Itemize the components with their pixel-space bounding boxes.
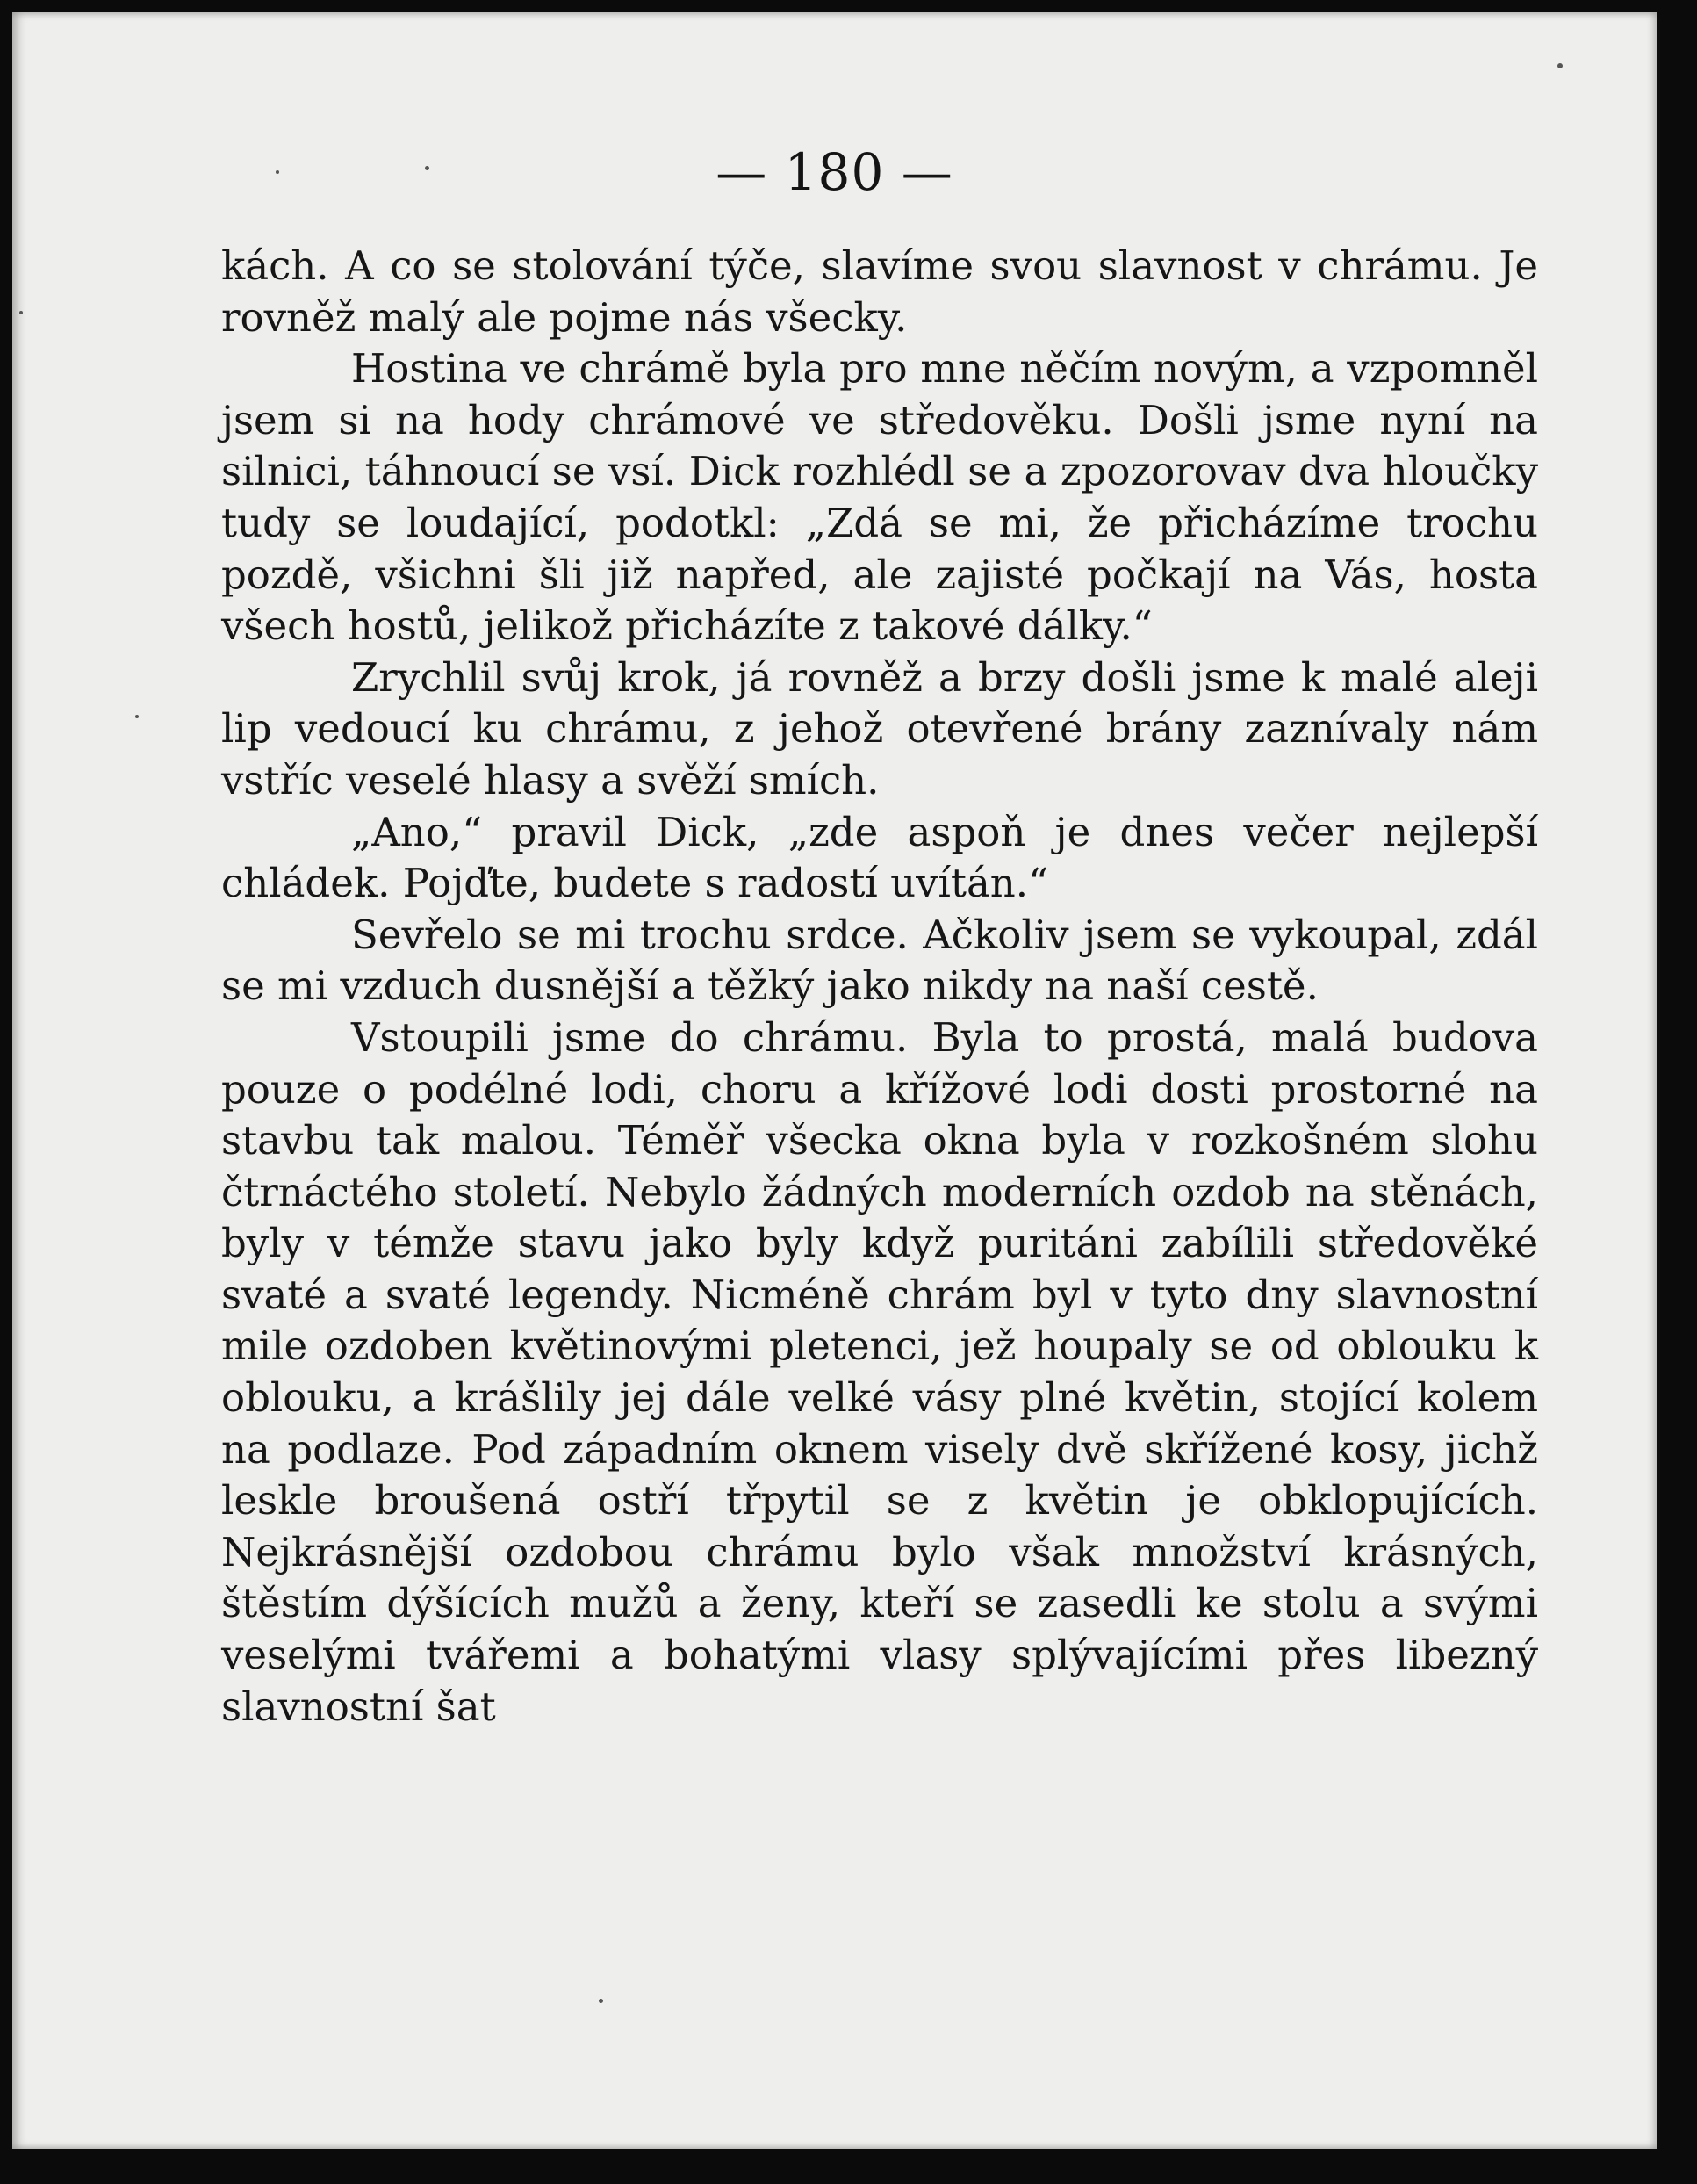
paragraph-3: Zrychlil svůj krok, já rovněž a brzy došli jsme k malé aleji lip vedoucí ku chrámu, z jehož otevřené brány zaznívaly nám vstříc veselé hlasy a svěží smích. — [221, 653, 1538, 804]
paragraph-4: „Ano,“ pravil Dick, „zde aspoň je dnes večer nejlepší chládek. Pojďte, budete s radostí uvítán.“ — [221, 808, 1538, 907]
paragraph-5: Sevřelo se mi trochu srdce. Ačkoliv jsem se vykoupal, zdál se mi vzduch dusnější a těžký jako nikdy na naší cestě. — [221, 911, 1538, 1010]
scan-speck — [425, 166, 429, 170]
page-body-text — [221, 241, 1538, 1733]
scan-speck — [1557, 63, 1563, 68]
scan-speck — [276, 170, 279, 174]
book-page — [12, 12, 1657, 2149]
scan-speck — [599, 1999, 603, 2003]
page-number: — 180 — — [715, 142, 953, 202]
paragraph-1: kách. A co se stolování týče, slavíme svou slavnost v chrámu. Je rovněž malý ale pojme nás všecky. — [221, 242, 1538, 341]
scan-speck — [135, 715, 139, 718]
paragraph-6: Vstoupili jsme do chrámu. Byla to prostá, malá budova pouze o podélné lodi, choru a křížové lodi dosti prostorné na stavbu tak malou. Téměř všecka okna byla v rozkošném slohu čtrnáctého století. Nebylo žádných moderních ozdob na stěnách, byly v témže stavu jako byly když puritáni zabílili středověké svaté a svaté legendy. Nicméně chrám byl v tyto dny slavnostní mile ozdoben květinovými pletenci, jež houpaly se od oblouku k oblouku, a krášlily jej dále velké vásy plné květin, stojící kolem na podlaze. Pod západním oknem visely dvě skřížené kosy, jichž leskle broušená ostří třpytil se z květin je obklopujících. Nejkrásnější ozdobou chrámu bylo však množství krásných, štěstím dýšících mužů a ženy, kteří se zasedli ke stolu a svými veselými tvářemi a bohatými vlasy splývajícími přes libezný slavnostní šat — [221, 1013, 1538, 1730]
paragraph-2: Hostina ve chrámě byla pro mne něčím novým, a vzpomněl jsem si na hody chrámové ve středověku. Došli jsme nyní na silnici, táhnoucí se vsí. Dick rozhlédl se a zpozorovav dva hloučky tudy se loudající, podotkl: „Zdá se mi, že přicházíme trochu pozdě, všichni šli již napřed, ale zajisté počkají na Vás, hosta všech hostů, jelikož přicházíte z takové dálky.“ — [221, 345, 1538, 650]
scan-speck — [19, 311, 23, 314]
